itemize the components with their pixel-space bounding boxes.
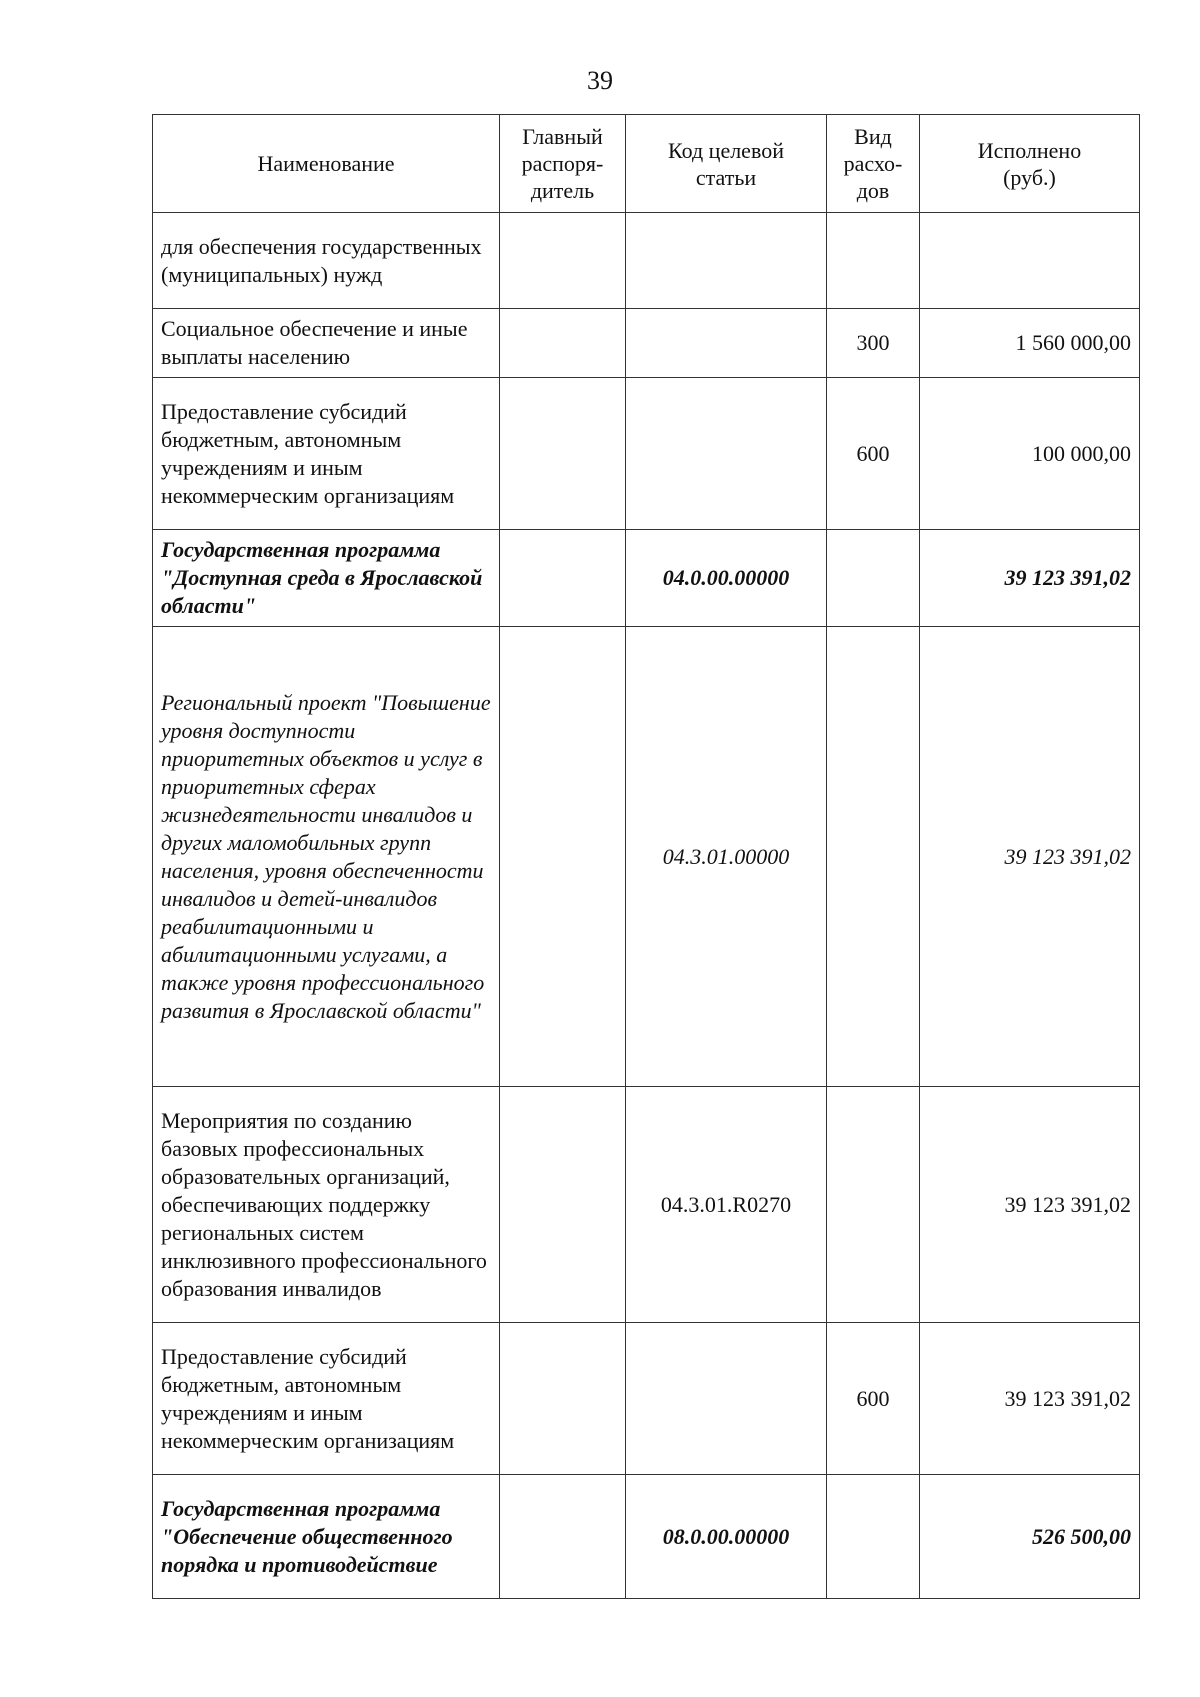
row-kind: [827, 1087, 920, 1323]
row-code: [626, 309, 827, 378]
row-kind: [827, 530, 920, 627]
row-manager: [500, 530, 626, 627]
row-amount: 39 123 391,02: [920, 530, 1140, 627]
table-header-row: [153, 115, 1140, 213]
row-name: Мероприятия по созданию базовых профессиональных образовательных организаций, обеспечивающих поддержку региональных систем инклюзивного профессионального образования инвалидов: [153, 1087, 500, 1323]
table-row: [153, 213, 1140, 309]
row-manager: [500, 627, 626, 1087]
budget-table: [152, 114, 1140, 1599]
row-manager: [500, 309, 626, 378]
row-amount: 1 560 000,00: [920, 309, 1140, 378]
row-name: для обеспечения государственных (муниципальных) нужд: [153, 213, 500, 309]
row-amount: 39 123 391,02: [920, 1087, 1140, 1323]
table-row: [153, 309, 1140, 378]
header-code: Код целевой статьи: [626, 115, 827, 213]
row-amount: 39 123 391,02: [920, 627, 1140, 1087]
row-manager: [500, 1087, 626, 1323]
row-code: [626, 1323, 827, 1475]
row-code: [626, 213, 827, 309]
row-manager: [500, 1323, 626, 1475]
row-code: 04.3.01.00000: [626, 627, 827, 1087]
row-kind: [827, 213, 920, 309]
row-manager: [500, 213, 626, 309]
header-amount: Исполнено (руб.): [920, 115, 1140, 213]
row-code: 04.0.00.00000: [626, 530, 827, 627]
row-kind: 600: [827, 378, 920, 530]
page-number: 39: [587, 66, 613, 95]
table-row: [153, 530, 1140, 627]
row-name: Предоставление субсидий бюджетным, автономным учреждениям и иным некоммерческим организациям: [153, 1323, 500, 1475]
row-manager: [500, 1475, 626, 1599]
row-code: 04.3.01.R0270: [626, 1087, 827, 1323]
row-name: Региональный проект "Повышение уровня доступности приоритетных объектов и услуг в приоритетных сферах жизнедеятельности инвалидов и других маломобильных групп населения, уровня обеспеченности инвалидов и детей-инвалидов реабилитационными и абилитационными услугами, а также уровня профессионального развития в Ярославской области": [153, 627, 500, 1087]
row-code: [626, 378, 827, 530]
row-kind: [827, 1475, 920, 1599]
row-name: Государственная программа "Доступная среда в Ярославской области": [153, 530, 500, 627]
row-name: Государственная программа "Обеспечение общественного порядка и противодействие: [153, 1475, 500, 1599]
row-name: Предоставление субсидий бюджетным, автономным учреждениям и иным некоммерческим организациям: [153, 378, 500, 530]
table-row: [153, 1475, 1140, 1599]
table-row: [153, 378, 1140, 530]
table-row: [153, 1087, 1140, 1323]
row-kind: 600: [827, 1323, 920, 1475]
row-kind: [827, 627, 920, 1087]
row-manager: [500, 378, 626, 530]
row-amount: 526 500,00: [920, 1475, 1140, 1599]
row-amount: 39 123 391,02: [920, 1323, 1140, 1475]
header-name: Наименование: [153, 115, 500, 213]
header-manager: Главный распоря-дитель: [500, 115, 626, 213]
row-amount: 100 000,00: [920, 378, 1140, 530]
header-kind: Вид расхо-дов: [827, 115, 920, 213]
table-row: [153, 1323, 1140, 1475]
row-kind: 300: [827, 309, 920, 378]
row-code: 08.0.00.00000: [626, 1475, 827, 1599]
row-name: Социальное обеспечение и иные выплаты населению: [153, 309, 500, 378]
table-row: [153, 627, 1140, 1087]
row-amount: [920, 213, 1140, 309]
